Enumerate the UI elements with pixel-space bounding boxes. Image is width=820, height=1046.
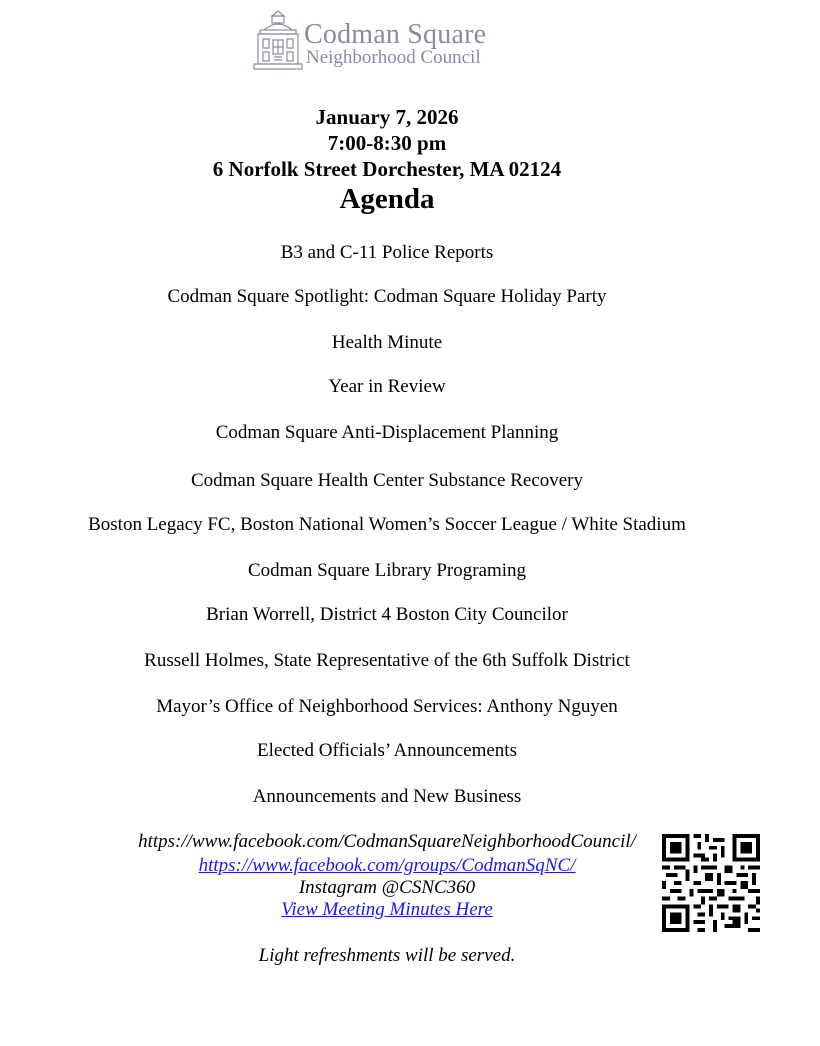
facebook-page-url: https://www.facebook.com/CodmanSquareNeighborhoodCouncil/ [138, 831, 636, 852]
agenda-item: Codman Square Spotlight: Codman Square Holiday Party [167, 286, 607, 307]
logo-subtitle: Neighborhood Council [306, 47, 481, 68]
instagram-handle: Instagram @CSNC360 [298, 877, 476, 898]
agenda-item: Year in Review [328, 376, 446, 397]
agenda-item: Codman Square Health Center Substance Recovery [190, 470, 584, 491]
meeting-minutes-link[interactable]: View Meeting Minutes Here [281, 899, 493, 920]
agenda-item: B3 and C-11 Police Reports [280, 242, 494, 263]
refreshments-note: Light refreshments will be served. [258, 945, 516, 966]
logo-title: Codman Square [304, 19, 487, 50]
agenda-item: Mayor’s Office of Neighborhood Services: Anthony Nguyen [156, 696, 618, 717]
agenda-item: Elected Officials’ Announcements [257, 740, 517, 761]
meeting-date: January 7, 2026 [315, 105, 459, 129]
agenda-item: Announcements and New Business [252, 786, 522, 807]
building-icon [250, 10, 306, 72]
meeting-time: 7:00-8:30 pm [327, 131, 447, 155]
facebook-group-link[interactable]: https://www.facebook.com/groups/CodmanSqNC/ [198, 855, 576, 876]
qr-code-icon[interactable] [662, 834, 760, 932]
agenda-item: Brian Worrell, District 4 Boston City Councilor [206, 604, 568, 625]
agenda-item: Health Minute [331, 332, 443, 353]
agenda-item: Boston Legacy FC, Boston National Women’s Soccer League / White Stadium [88, 514, 686, 535]
agenda-item: Russell Holmes, State Representative of the 6th Suffolk District [144, 650, 630, 671]
agenda-title: Agenda [339, 183, 435, 215]
council-logo [250, 10, 530, 70]
agenda-item: Codman Square Anti-Displacement Planning [215, 422, 559, 443]
agenda-item: Codman Square Library Programing [247, 560, 527, 581]
meeting-address: 6 Norfolk Street Dorchester, MA 02124 [212, 157, 562, 181]
